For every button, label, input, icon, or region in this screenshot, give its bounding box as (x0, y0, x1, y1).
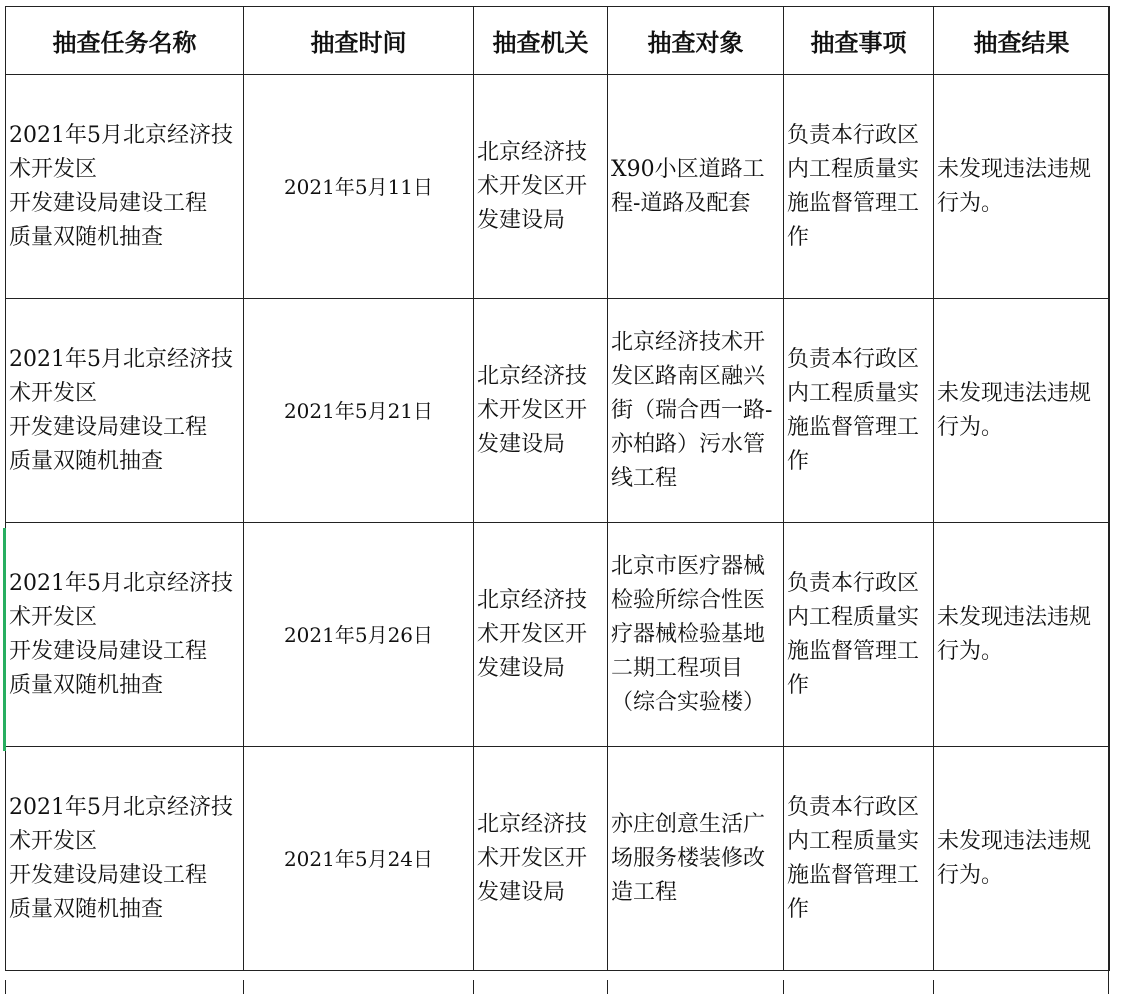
grid-edge-line (1108, 6, 1109, 994)
cell-date[interactable]: 2021年5月24日 (244, 747, 474, 971)
grid-stub (933, 980, 934, 994)
cell-text: 2021年5月北京经济技 术开发区 开发建设局建设工程 质量双随机抽查 (9, 346, 233, 474)
table-row (6, 747, 1110, 971)
header-task-name[interactable]: 抽查任务名称 (6, 7, 244, 75)
grid-stub (607, 980, 608, 994)
cell-task-name[interactable] (6, 75, 244, 299)
next-row-partial (5, 980, 1109, 994)
cell-item[interactable]: 负责本行政区内工程质量实施监督管理工作 (784, 523, 934, 747)
cell-target[interactable]: 北京经济技术开发区路南区融兴街（瑞合西一路-亦柏路）污水管线工程 (608, 299, 784, 523)
cell-text: 2021年5月北京经济技 术开发区 开发建设局建设工程 质量双随机抽查 (9, 794, 233, 922)
table-row (6, 523, 1110, 747)
grid-stub (243, 980, 244, 994)
cell-item[interactable]: 负责本行政区内工程质量实施监督管理工作 (784, 75, 934, 299)
header-row (6, 7, 1110, 75)
header-result[interactable]: 抽查结果 (934, 7, 1110, 75)
cell-result[interactable]: 未发现违法违规行为。 (934, 75, 1110, 299)
cell-target[interactable]: 亦庄创意生活广场服务楼装修改造工程 (608, 747, 784, 971)
cell-date[interactable]: 2021年5月11日 (244, 75, 474, 299)
cell-item[interactable]: 负责本行政区内工程质量实施监督管理工作 (784, 299, 934, 523)
cell-item[interactable]: 负责本行政区内工程质量实施监督管理工作 (784, 747, 934, 971)
cell-agency[interactable]: 北京经济技术开发区开发建设局 (474, 75, 608, 299)
selected-row-indicator (3, 528, 6, 751)
table-row (6, 299, 1110, 523)
inspection-table (5, 6, 1110, 971)
cell-result[interactable]: 未发现违法违规行为。 (934, 523, 1110, 747)
header-item[interactable]: 抽查事项 (784, 7, 934, 75)
cell-result[interactable]: 未发现违法违规行为。 (934, 299, 1110, 523)
table-row (6, 75, 1110, 299)
grid-stub (473, 980, 474, 994)
cell-task-name[interactable] (6, 747, 244, 971)
header-target[interactable]: 抽查对象 (608, 7, 784, 75)
header-agency[interactable]: 抽查机关 (474, 7, 608, 75)
cell-text: 2021年5月北京经济技 术开发区 开发建设局建设工程 质量双随机抽查 (9, 570, 233, 698)
cell-agency[interactable]: 北京经济技术开发区开发建设局 (474, 747, 608, 971)
cell-date[interactable]: 2021年5月21日 (244, 299, 474, 523)
grid-stub (5, 980, 6, 994)
cell-task-name[interactable] (6, 523, 244, 747)
cell-agency[interactable]: 北京经济技术开发区开发建设局 (474, 523, 608, 747)
cell-task-name[interactable] (6, 299, 244, 523)
cell-result[interactable]: 未发现违法违规行为。 (934, 747, 1110, 971)
cell-target[interactable]: X90小区道路工程-道路及配套 (608, 75, 784, 299)
cell-date[interactable]: 2021年5月26日 (244, 523, 474, 747)
cell-target[interactable]: 北京市医疗器械检验所综合性医疗器械检验基地二期工程项目（综合实验楼） (608, 523, 784, 747)
cell-agency[interactable]: 北京经济技术开发区开发建设局 (474, 299, 608, 523)
header-date[interactable]: 抽查时间 (244, 7, 474, 75)
grid-stub (783, 980, 784, 994)
cell-text: 2021年5月北京经济技 术开发区 开发建设局建设工程 质量双随机抽查 (9, 122, 233, 250)
